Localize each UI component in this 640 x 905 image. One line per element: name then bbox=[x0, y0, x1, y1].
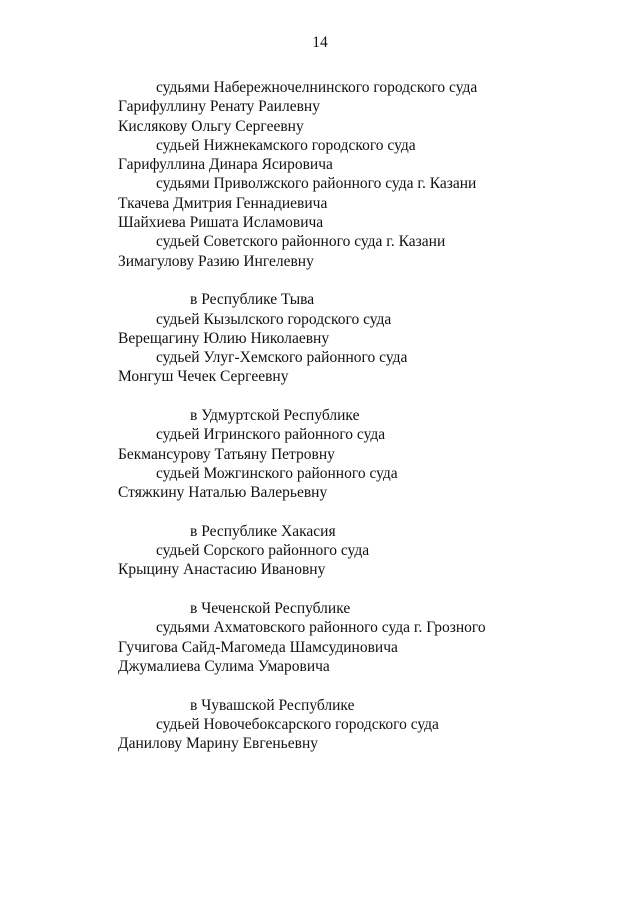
region-heading: в Чеченской Республике bbox=[190, 600, 351, 618]
court-position-line: судьей Новочебоксарского городского суда bbox=[156, 715, 439, 733]
judge-name-line: Верещагину Юлию Николаевну bbox=[118, 329, 330, 347]
court-position-line: судьями Ахматовского районного суда г. Грозного bbox=[156, 619, 486, 637]
court-position-line: судьей Улуг-Хемского районного суда bbox=[156, 349, 408, 367]
judge-name-line: Данилову Марину Евгеньевну bbox=[118, 735, 318, 753]
court-position-line: судьей Сорского районного суда bbox=[156, 542, 370, 560]
judge-name-line: Гучигова Сайд-Магомеда Шамсудиновича bbox=[118, 638, 398, 656]
judge-name-line: Стяжкину Наталью Валерьевну bbox=[118, 484, 328, 502]
paragraph-spacer bbox=[118, 503, 618, 522]
document-body bbox=[118, 78, 618, 753]
paragraph-spacer bbox=[118, 387, 618, 406]
judge-name-line: Гарифуллину Ренату Раилевну bbox=[118, 98, 320, 116]
judge-name-line: Шайхиева Ришата Исламовича bbox=[118, 214, 324, 232]
judge-name-line: Кислякову Ольгу Сергеевну bbox=[118, 117, 304, 135]
court-position-line: судьями Набережночелнинского городского суда bbox=[156, 79, 478, 96]
court-position-line: судьями Приволжского районного суда г. Казани bbox=[156, 175, 477, 193]
court-position-line: судьей Советского районного суда г. Казани bbox=[156, 233, 446, 251]
region-heading: в Республике Тыва bbox=[190, 291, 315, 309]
judge-name-line: Ткачева Дмитрия Геннадиевича bbox=[118, 194, 328, 212]
judge-name-line: Джумалиева Сулима Умаровича bbox=[118, 657, 330, 675]
judge-name-line: Монгуш Чечек Сергеевну bbox=[118, 368, 289, 386]
paragraph-spacer bbox=[118, 271, 618, 290]
judge-name-line: Крыцину Анастасию Ивановну bbox=[118, 561, 326, 579]
judge-name-line: Гарифуллина Динара Ясировича bbox=[118, 156, 333, 174]
paragraph-spacer bbox=[118, 676, 618, 695]
page-number: 14 bbox=[312, 34, 328, 51]
court-position-line: судьей Можгинского районного суда bbox=[156, 464, 398, 482]
region-heading: в Республике Хакасия bbox=[190, 522, 336, 540]
court-position-line: судьей Нижнекамского городского суда bbox=[156, 136, 416, 154]
region-heading: в Удмуртской Республике bbox=[190, 407, 360, 425]
judge-name-line: Бекмансурову Татьяну Петровну bbox=[118, 445, 335, 463]
judge-name-line: Зимагулову Разию Ингелевну bbox=[118, 252, 314, 270]
paragraph-spacer bbox=[118, 580, 618, 599]
court-position-line: судьей Игринского районного суда bbox=[156, 426, 386, 444]
region-heading: в Чувашской Республике bbox=[190, 696, 355, 714]
court-position-line: судьей Кызылского городского суда bbox=[156, 310, 392, 328]
